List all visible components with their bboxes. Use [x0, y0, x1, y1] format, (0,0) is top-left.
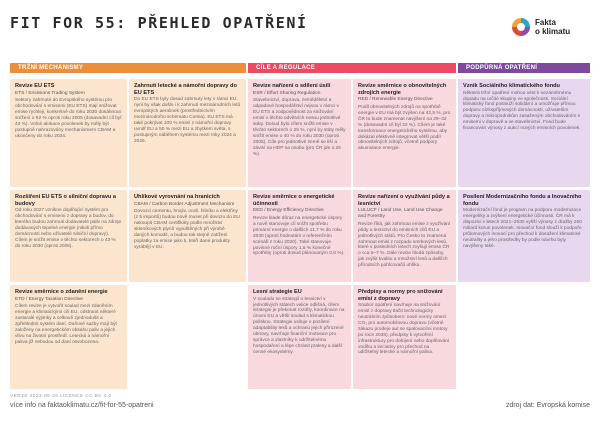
card-modernisation-fund — [458, 190, 590, 282]
card-description: Dovozci cementu, hnojiv, oceli, hliníku a elektřiny (z 5 importů) budou nově muset při dovozu do EU nakoupit CBAM certifikáty podle množství skleníkových plynů vypuštěných při výrobě daných komodit, a budou tak stejně zatíženi poplatky za emise jako ti, kteří dané produkty vyrábějí v EU. — [134, 209, 240, 250]
data-source: zdroj dat: Evropská komise — [505, 402, 590, 409]
card-subtitle: CBAM / Carbon Border Adjustment Mechanism — [134, 201, 235, 207]
card-energy-taxation — [10, 285, 127, 389]
card-ets-transport-buildings — [10, 190, 127, 282]
card-social-climate-fund — [458, 79, 590, 187]
card-description: Revize říká, jak zahrnout emise z využívání půdy a lesnictví do emisních cílů EU a jednotlivých států. Pro Česko to znamená zahrnout emisi z rozpadu smrkových lesů, které v posledních letech zvyšují emise ČR o cca 5–7 %. Dále revize hledá způsoby, jak zvýšit kvalitu a množství lesů a dalších přírodních pohlcovačů uhlíku. — [358, 221, 451, 269]
card-description: V souladu se strategií o lesnictví v jednotlivých státech velice odlišná, cílem strategie je překonat rozdíly, koordinace na úrovni EU a větší soulad s klimatickou politikou. Strategie usiluje o posílení adaptability lesů a ochranu jejich přirozené obnovy, navrhuje finanční motivace pro správce a vlastníky k udržitelnému hospodaření a lépe chránit pralesy a další cenné ekosystémy. — [253, 296, 345, 355]
card-title: Revize nařízení o využívání půdy a lesnictví — [358, 194, 450, 207]
fakta-o-klimatu-logo-icon — [512, 18, 530, 36]
card-subtitle: ETD / Energy Taxation Directive — [15, 296, 83, 302]
card-description: Modernizační fond je program na podporu modernizace energetiky a zvýšení energetické účinnosti. ČR má k dispozici v letech 2021–2030 vyšší výnosy z dražby 200 miliard korun povolenek. Inovační fond slouží k podpoře průlomových inovací pro přechod k dosažení klimatické neutrality a jeho prostředky by podle návrhu byly navýšeny také. — [463, 208, 582, 249]
card-title: Revize směrnice o energetické účinnosti — [253, 194, 335, 207]
card-title: Vznik Sociálního klimatického fondu — [463, 83, 560, 89]
card-title: Revize nařízení o sdílení úsilí — [253, 83, 331, 89]
card-title: Revize směrnice o zdanění energie — [15, 289, 108, 295]
card-subtitle: ESR / Effort Sharing Regulation — [253, 90, 321, 96]
card-subtitle: LULUCF / Land Use, Land Use Change and Forestry — [358, 208, 443, 219]
card-title: Rozšíření EU ETS o silniční dopravu a budovy — [15, 194, 117, 207]
card-title: Zahrnutí letecké a námořní dopravy do EU ETS — [134, 83, 237, 96]
card-subtitle: RED / Renewable Energy Directive — [358, 97, 433, 103]
card-title: Lesní strategie EU — [253, 289, 302, 295]
brand-logo[interactable] — [512, 18, 592, 44]
card-forest-strategy — [248, 285, 351, 389]
card-description: Podíl obnovitelných zdrojů na spotřebě energie v EU má být zvýšen na 42,5 %, pro ČR to bude znamenat navýšení na 29–32 % (dosavadní cíl byl 22 %). Cílem je také transformace energetického systému, aby dokázal efektivně integrovat větší podíl obnovitelných zdrojů, včetně podpory akumulace energie. — [358, 104, 451, 152]
card-title: Předpisy a normy pro snižování emisí z dopravy — [358, 289, 443, 302]
card-transport-emission-standards — [353, 285, 456, 389]
section-header-targets: CÍLE A REGULACE — [248, 63, 456, 73]
section-header-support: PODPŮRNÁ OPATŘENÍ — [458, 63, 590, 73]
page-title: FIT FOR 55: PŘEHLED OPATŘENÍ — [10, 14, 308, 32]
card-title: Posílení Modernizačního fondu a Inovačního fondu — [463, 194, 582, 207]
card-cbam — [129, 190, 246, 282]
card-description: Od roku 2027 vznikne doplňující systém pro obchodování s emisemi z dopravy a budov, do kterého budou zahrnuti dodavatelé paliv na zdroje dodávaných tepelné energie (nikoli přímo domácnosti nebo uživatelé silniční dopravy). Cílem je snížit emise v těchto sektorech o 43 % do roku 2030 (oproti 2005). — [15, 208, 122, 249]
card-description: Do EU ETS byly dosud zahrnuty lety v rámci EU, nyní by však došlo i k zahrnutí mezinárodních letů evropských aerolinek (prostřednictvím mezinárodního schématu Corsia). EU ETS má také pokrývat 100 % emisí z námořní dopravy uvnitř EU a 50 % mezi EU a zbytkem světa, s postupným náběhem systému mezi roky 2024 a 2026. — [134, 97, 241, 144]
card-title: Uhlíkové vyrovnání na hranicích — [134, 194, 220, 200]
card-ets-revision — [10, 79, 127, 187]
card-title: Revize EU ETS — [15, 83, 55, 89]
card-description: Sektory zahrnuté do Evropského systému pro obchodování s emisemi (EU ETS) mají snižovat emise rychleji, konkrétně do roku 2030 dosáhnout snížení o 62 % oproti roku 2005 (dosavadní cíl byl 43 %). Volné alokace povolenek by měly být postupně nahrazovány mechanismem CBAM a ukončeny do roku 2034. — [15, 98, 122, 139]
card-aviation-maritime — [129, 79, 246, 187]
card-description: Stavebnictví, doprava, zemědělství a odpadové hospodářství nejsou v rámci v EU ETS a zodpovědnost za snižování emisí v těchto odvětvích nesou jednotlivé státy. Dosud bylo cílem snížit emise v těchto sektorech o 29 %, nyní by státy měly snížit emise o 40 % do roku 2030 (oproti 2005). Cíle pro jednotlivé země se liší a závisí na HDP na osobu (pro ČR jde o 26 %). — [253, 98, 346, 157]
version-license: VERZE 2023-06-28 LICENCE CC BY 4.0 — [10, 394, 112, 399]
card-subtitle: EED / Energy Efficiency Directive — [253, 208, 324, 214]
card-description: Soubor opatření navrhuje na snižování emisí z dopravy tlačit technologicky neutrálním způsobem: nové normy omezí CO₂ pro automobilovou dopravu (včetně zákazu prodeje aut se spalovacími motory po roce 2035), předpisy k vytvoření infrastruktury pro dobíjení nebo doplňování vodíku a iniciativy pro přechod na udržitelný letecké a námořní paliva. — [358, 303, 450, 356]
card-effort-sharing — [248, 79, 351, 187]
card-description: Některá tržní opatření mohou vést k nezáměrnému dopadu na určité skupiny ve společnosti. Sociální klimatický fond poslouží solidární a umožňuje přímou podporu nízkopříjmových domácností, uživatelům dopravy a mikropodnikům zasaženým obchodováním s emisemi v dopravě a ve stavebnictví. Fond bude financován výnosy z aukcí nových emisních povolenek. — [463, 90, 581, 132]
card-land-use-forestry — [353, 190, 456, 282]
logo-text: Fakta o klimatu — [535, 18, 571, 36]
card-description: Revize klade důraz na energetické úspory a nově stanovuje cíl snížit spotřebu primární energie o dalších 11,7 % do roku 2030 (oproti hodnotám v referenčním scénáři z roku 2020). Také stanovuje povinné roční úspory 1,5 % konečné spotřeby (oproti dosud plánovaným 0,8 %). — [253, 215, 345, 257]
card-renewable-energy — [353, 79, 456, 187]
card-energy-efficiency — [248, 190, 351, 282]
section-header-market: TRŽNÍ MECHANISMY — [10, 63, 246, 73]
more-info-link[interactable]: více info na faktaoklimatu.cz/fit-for-55-opatreni — [10, 402, 154, 409]
card-title: Revize směrnice o obnovitelných zdrojích energie — [358, 83, 447, 96]
card-description: Cílem revize je vytvořit soulad mezi zdaněním energie a klimatickými cíli EU, odstranit některé zastaralé výjimky a celkově zjednodušit a zpřehlednit systém daní. Daňové sazby mají být založeny na energetickém obsahu paliv a jejich vlivu na životní prostředí. Letecká a námořní paliva již nebudou od daní osvobozena. — [15, 304, 117, 345]
card-subtitle: ETS / Emissions Trading System — [15, 90, 85, 96]
